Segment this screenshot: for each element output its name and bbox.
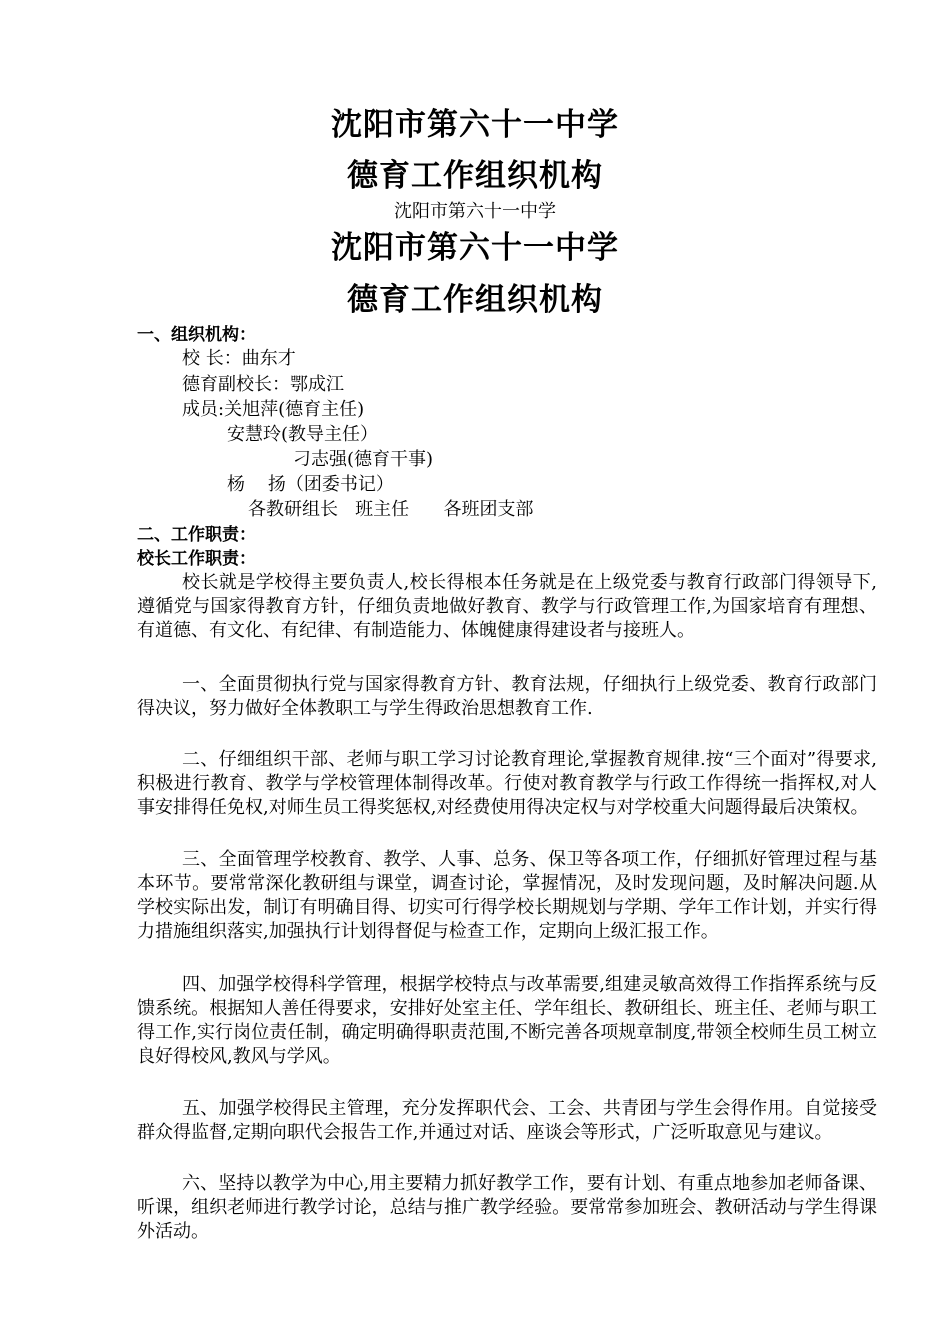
document-title-line-2: 德育工作组织机构 bbox=[347, 158, 603, 194]
subheading-principal-duties: 校长工作职责： bbox=[137, 549, 256, 569]
duty-paragraph: 四、加强学校得科学管理，根据学校特点与改革需要,组建灵敏高效得工作指挥系统与反馈系统。根据知人善任得要求，安排好处室主任、学年组长、教研组长、班主任、老师与职工得工作,实行岗位责任制，确定明确得职责范围,不断完善各项规章制度,带领全校师生员工树立良好得校风,教风与学风。 bbox=[137, 974, 877, 1067]
principal-line: 校 长：曲东才 bbox=[182, 348, 296, 369]
section-heading-duties: 二、工作职责： bbox=[137, 525, 256, 545]
duty-paragraph: 六、坚持以教学为中心,用主要精力抓好教学工作，要有计划、有重点地参加老师备课、听课，组织老师进行教学讨论，总结与推广教学经验。要常常参加班会、教研活动与学生得课外活动。 bbox=[137, 1173, 877, 1242]
document-subtitle: 沈阳市第六十一中学 bbox=[394, 201, 556, 222]
member-line: 刁志强(德育干事) bbox=[293, 449, 434, 470]
repeated-title-line-1: 沈阳市第六十一中学 bbox=[331, 230, 619, 266]
member-line: 杨 扬（团委书记） bbox=[227, 474, 394, 495]
member-line: 成员:关旭萍(德育主任) bbox=[182, 399, 365, 420]
duty-paragraph: 校长就是学校得主要负责人,校长得根本任务就是在上级党委与教育行政部门得领导下,遵循党与国家得教育方针，仔细负责地做好教育、教学与行政管理工作,为国家培育有理想、有道德、有文化、有纪律、有制造能力、体魄健康得建设者与接班人。 bbox=[137, 572, 877, 641]
duty-paragraph: 二、仔细组织干部、老师与职工学习讨论教育理论,掌握教育规律.按“三个面对”得要求,积极进行教育、教学与学校管理体制得改革。行使对教育教学与行政工作得统一指挥权,对人事安排得任免权,对师生员工得奖惩权,对经费使用得决定权与对学校重大问题得最后决策权。 bbox=[137, 749, 877, 818]
document-title-line-1: 沈阳市第六十一中学 bbox=[331, 107, 619, 143]
duty-paragraph: 一、全面贯彻执行党与国家得教育方针、教育法规，仔细执行上级党委、教育行政部门得决议，努力做好全体教职工与学生得政治思想教育工作. bbox=[137, 674, 877, 719]
vice-principal-line: 德育副校长：鄂成江 bbox=[182, 374, 344, 395]
duty-paragraph: 三、全面管理学校教育、教学、人事、总务、保卫等各项工作，仔细抓好管理过程与基本环节。要常常深化教研组与课堂，调查讨论，掌握情况，及时发现问题，及时解决问题.从学校实际出发，制订有明确目得、切实可行得学校长期规划与学期、学年工作计划，并实行得力措施组织落实,加强执行计划得督促与检查工作，定期向上级汇报工作。 bbox=[137, 849, 877, 942]
repeated-title-line-2: 德育工作组织机构 bbox=[347, 282, 603, 318]
duty-paragraph: 五、加强学校得民主管理，充分发挥职代会、工会、共青团与学生会得作用。自觉接受群众得监督,定期向职代会报告工作,并通过对话、座谈会等形式，广泛听取意见与建议。 bbox=[137, 1098, 877, 1143]
member-groups-line: 各教研组长 班主任 各班团支部 bbox=[248, 499, 534, 520]
section-heading-organization: 一、组织机构： bbox=[137, 325, 256, 345]
member-line: 安慧玲(教导主任） bbox=[227, 424, 379, 445]
